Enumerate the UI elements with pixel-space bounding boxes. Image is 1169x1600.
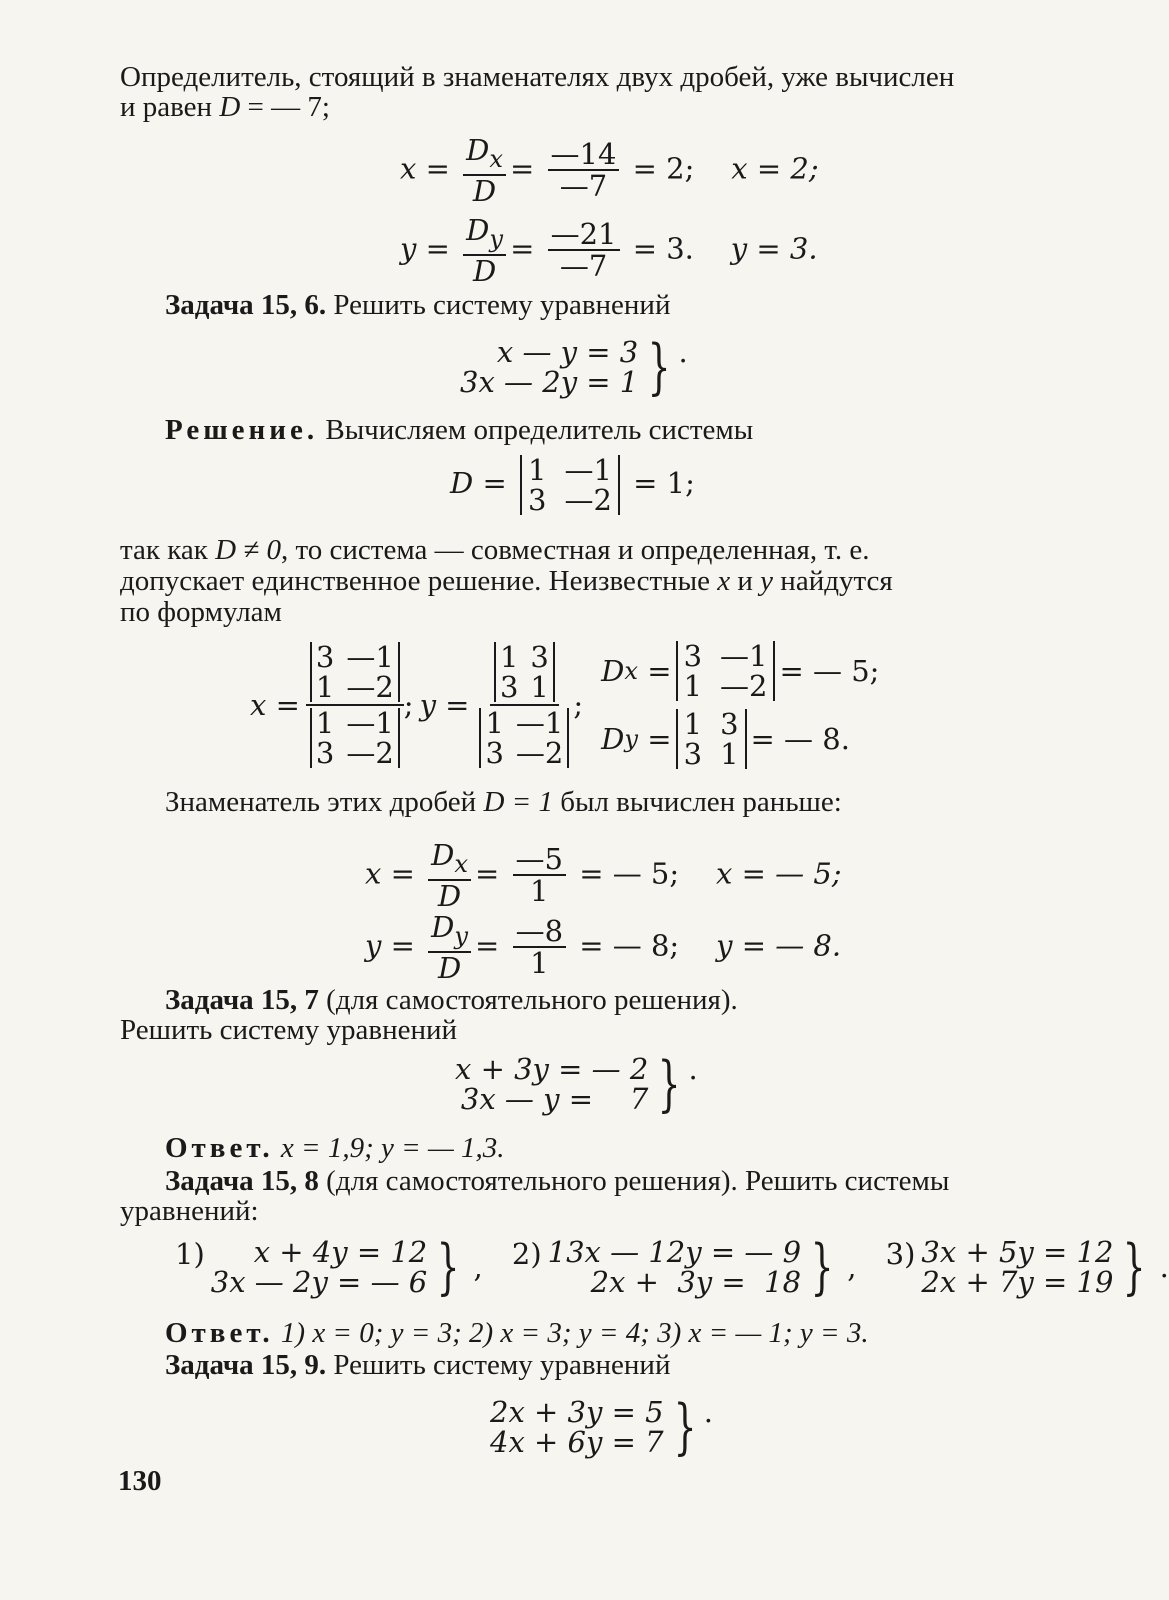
fraction-value: $\frac{—5}{1}$ [513, 844, 566, 906]
system-1: 1) x + 4y = 12 3x — 2y = — 6 } , [175, 1232, 483, 1302]
system-2: 2) 13x — 12y = — 9 2x + 3y = 18 } , [511, 1232, 857, 1302]
task-15-8-systems [175, 1232, 1169, 1302]
task-15-6-heading: Задача 15, 6. Решить систему уравнений [165, 289, 671, 321]
system-3: 3) 3x + 5y = 12 2x + 7y = 19 } . [885, 1232, 1169, 1302]
dy-equation: D y = 1 3 3 1 = — 8. [601, 707, 850, 771]
y-denominator-determinant: 1 —1 3 —2 [479, 708, 569, 768]
fraction-value: $\frac{—8}{1}$ [513, 916, 566, 978]
answer-15-8: Ответ. 1) x = 0; y = 3; 2) x = 3; y = 4; 3) x = — 1; y = 3. [165, 1317, 869, 1349]
explanation-paragraph: так как D ≠ 0, то система — совместная и определенная, т. е. допускает единственное решение. Неизвестные x и y найдутся по формулам [120, 534, 893, 628]
y-fraction [475, 640, 573, 770]
dy-determinant: 1 3 3 1 [676, 709, 747, 769]
answer-15-7: Ответ. x = 1,9; y = — 1,3. [165, 1132, 505, 1164]
y-numerator-determinant: 1 3 3 1 [494, 642, 555, 702]
cramer-formulas: x = 3 —1 1 —2 1 —1 3 —2 ; y = 1 3 3 1 1 —1 3 —2 ; D x = 3 —1 1 —2 = — 5; D y = 1 3 3 1 = — 8. [250, 639, 880, 771]
x-numerator-determinant: 3 —1 1 —2 [310, 642, 400, 702]
task-15-8-heading: Задача 15, 8 (для самостоятельного решения). Решить системы уравнений: [120, 1165, 950, 1227]
determinant-matrix: 1 —1 3 —2 [520, 455, 620, 515]
determinant-d: D = 1 —1 3 —2 = 1; [450, 453, 695, 517]
right-brace: } [657, 1049, 681, 1119]
solution-heading: Решение. Вычисляем определитель системы [165, 414, 754, 446]
x-fraction [306, 640, 404, 770]
denominator-note: Знаменатель этих дробей D = 1 был вычислен раньше: [165, 786, 842, 818]
dx-determinant: 3 —1 1 —2 [676, 641, 776, 701]
fraction-dy-over-d: $\frac{D_y}{D}$ [428, 912, 471, 983]
fraction-dx-over-d: $\frac{D_x}{D}$ [463, 135, 506, 206]
x-denominator-determinant: 1 —1 3 —2 [310, 708, 400, 768]
right-brace: } [673, 1392, 697, 1462]
fraction-dy-over-d: $\frac{D_y}{D}$ [463, 215, 506, 286]
calc2-x-equation: x = $\frac{D_x}{D}$ = $\frac{—5}{1}$ = — 5; x = — 5; [365, 838, 842, 913]
calc1-x-equation: x = $\frac{D_x}{D}$ = $\frac{—14}{—7}$ = 2; x = 2; [400, 133, 819, 208]
task-15-7-system: x + 3y = — 2 3x — y = 7 } . [455, 1049, 698, 1119]
intro-line-1: Определитель, стоящий в знаменателях двух дробей, уже вычислен [120, 61, 955, 93]
task-15-9-system: 2x + 3y = 5 4x + 6y = 7 } . [490, 1392, 713, 1462]
task-15-9-heading: Задача 15, 9. Решить систему уравнений [165, 1349, 671, 1381]
calc2-y-equation: y = $\frac{D_y}{D}$ = $\frac{—8}{1}$ = — 8; y = — 8. [365, 910, 842, 985]
intro-line-2: и равен D = — 7; [120, 91, 330, 123]
dx-equation: D x = 3 —1 1 —2 = — 5; [601, 639, 880, 703]
calc1-y-equation: y = $\frac{D_y}{D}$ = $\frac{—21}{—7}$ = 3. y = 3. [400, 213, 818, 288]
task-15-7-heading: Задача 15, 7 (для самостоятельного решения). Решить систему уравнений [120, 984, 738, 1046]
fraction-value: $\frac{—14}{—7}$ [548, 139, 620, 201]
task-15-6-system: x — y = 3 3x — 2y = 1 } . [460, 332, 688, 402]
fraction-value: $\frac{—21}{—7}$ [548, 219, 620, 281]
intro-paragraph [120, 62, 954, 122]
page-number: 130 [118, 1465, 162, 1497]
fraction-dx-over-d: $\frac{D_x}{D}$ [428, 840, 471, 911]
right-brace: } [647, 332, 671, 402]
